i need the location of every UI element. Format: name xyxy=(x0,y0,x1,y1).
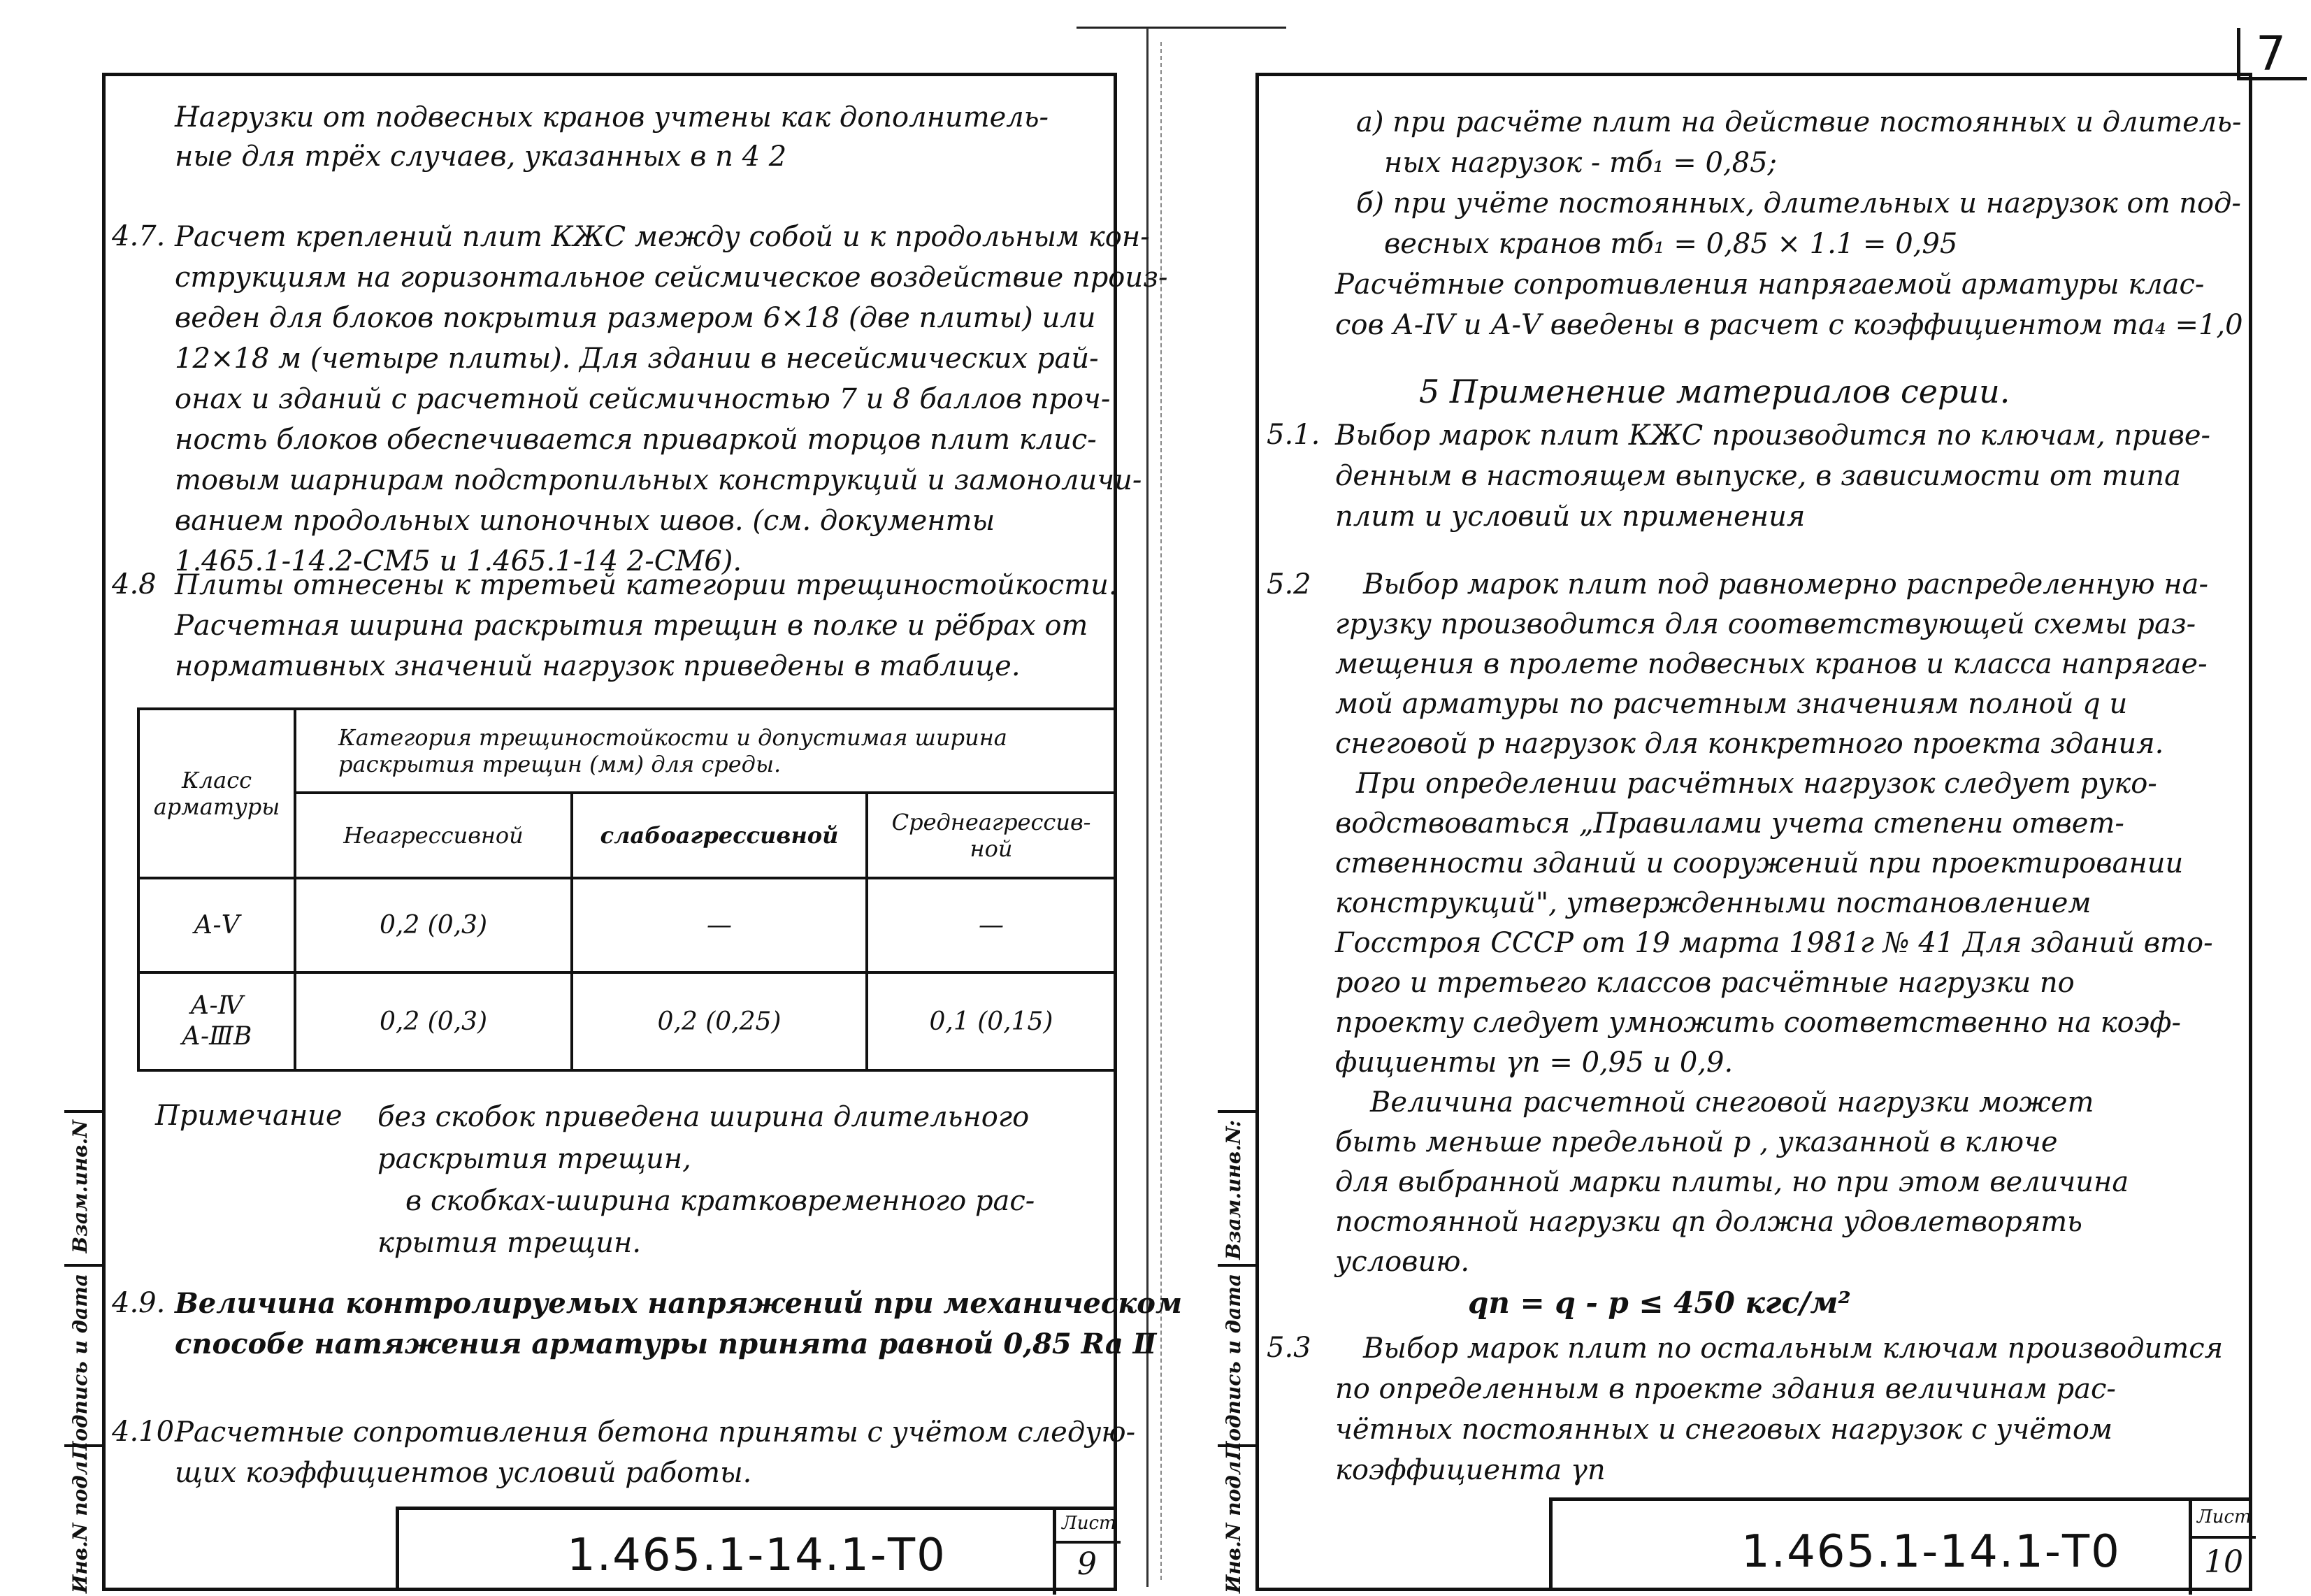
p52-line: водствоваться „Правилами учета степени ответ- xyxy=(1335,807,2124,840)
p48-line: нормативных значений нагрузок приведены в таблице. xyxy=(175,650,1021,682)
p48-line: Плиты отнесены к третьей категории трещиностойкости. xyxy=(175,569,1118,601)
table-env-header: Среднеагрессив-ной xyxy=(867,793,1116,878)
formula: qn = q - p ≤ 450 кгс/м² xyxy=(1468,1286,1851,1320)
table-cell: — xyxy=(572,878,867,972)
left-side-cell-replace xyxy=(64,1110,102,1264)
p47-line: Расчет креплений плит КЖС между собой и к продольным кон- xyxy=(175,221,1150,253)
left-stamp-divider-h xyxy=(1053,1541,1121,1544)
left-sheet-number: 9 xyxy=(1077,1546,1097,1582)
right-top-line: а) при расчёте плит на действие постоянных и длитель- xyxy=(1356,106,2242,138)
note-text xyxy=(377,1096,1035,1264)
right-title-block xyxy=(1549,1497,2252,1591)
p52-line: снеговой р нагрузок для конкретного проекта здания. xyxy=(1335,728,2164,760)
left-side-stamp xyxy=(64,1110,105,1594)
right-stamp-divider xyxy=(2189,1501,2192,1595)
table-cell: — xyxy=(867,878,1116,972)
right-side-cell-replace xyxy=(1218,1110,1255,1264)
table-cell-class: А-Ⅴ xyxy=(138,878,295,972)
right-top-line: весных кранов mб₁ = 0,85 × 1.1 = 0,95 xyxy=(1384,228,1958,260)
table-cell: 0,2 (0,3) xyxy=(295,972,572,1070)
crack-width-table xyxy=(137,707,1117,1072)
right-side-cell-inv xyxy=(1218,1444,1255,1594)
p51-line: Выбор марок плит КЖС производится по ключам, приве- xyxy=(1335,419,2211,452)
p52-text xyxy=(1335,565,2213,1282)
p48-line: Расчетная ширина раскрытия трещин в полке и рёбрах от xyxy=(175,610,1088,642)
left-stamp-divider xyxy=(1053,1510,1056,1595)
left-side-cell-inv xyxy=(64,1444,102,1594)
p49-line: Величина контролируемых напряжений при механическом xyxy=(175,1287,1182,1320)
note-line: крытия трещин. xyxy=(377,1227,642,1259)
section-title: 5 Применение материалов серии. xyxy=(1419,373,2010,410)
p410-line: щих коэффициентов условий работы. xyxy=(175,1457,752,1489)
table-col1-header: Класс арматуры xyxy=(138,709,295,878)
table-env-header: слабоагрессивной xyxy=(572,793,867,878)
p47-text xyxy=(175,217,1167,582)
right-top-text xyxy=(1335,102,2243,345)
left-side-label-inv: Инв.N подл. xyxy=(69,1454,92,1594)
p52-line: грузку производится для соответствующей схемы раз- xyxy=(1335,608,2196,640)
p52-line: проекту следует умножить соответственно на коэф- xyxy=(1335,1007,2181,1039)
p48-text xyxy=(175,565,1118,686)
p52-line: для выбранной марки плиты, но при этом величина xyxy=(1335,1166,2129,1198)
note-label: Примечание xyxy=(155,1100,343,1132)
p53-line: коэффициента γn xyxy=(1335,1454,1606,1486)
note-line: в скобках-ширина кратковременного рас- xyxy=(405,1185,1035,1217)
p52-line: Выбор марок плит под равномерно распределенную на- xyxy=(1363,568,2208,601)
table-cell-class: А-Ⅳ А-ⅢВ xyxy=(138,972,295,1070)
p53-number: 5.3 xyxy=(1267,1332,1311,1364)
p52-line: мещения в пролете подвесных кранов и класса напрягае- xyxy=(1335,648,2208,680)
p52-line: конструкций", утвержденными постановлением xyxy=(1335,887,2092,919)
p49-line: способе натяжения арматуры принята равной 0,85 Ra Ⅱ xyxy=(175,1328,1157,1360)
p52-line: фициенты γn = 0,95 и 0,9. xyxy=(1335,1047,1734,1079)
p53-text xyxy=(1335,1328,2223,1490)
p52-number: 5.2 xyxy=(1267,568,1311,601)
left-side-label-sign: Подпись и дата xyxy=(69,1274,92,1460)
right-sheet-number: 10 xyxy=(2204,1544,2243,1580)
table-cell: 0,2 (0,3) xyxy=(295,878,572,972)
p410-number: 4.10. xyxy=(112,1416,183,1448)
left-title-block xyxy=(396,1507,1117,1591)
table-group-header: Категория трещиностойкости и допустимая ширина раскрытия трещин (мм) для среды. xyxy=(295,709,1116,793)
left-sheet-label: Лист xyxy=(1062,1513,1116,1534)
left-side-cell-sign xyxy=(64,1264,102,1460)
note-line: раскрытия трещин, xyxy=(377,1143,691,1175)
left-intro-line: ные для трёх случаев, указанных в п 4 2 xyxy=(175,141,787,173)
table-header-row xyxy=(138,709,1116,793)
p51-line: плит и условий их применения xyxy=(1335,501,1806,533)
p410-line: Расчетные сопротивления бетона приняты с учётом следую- xyxy=(175,1416,1136,1448)
p51-line: денным в настоящем выпуске, в зависимости от типа xyxy=(1335,460,2182,492)
right-top-line: сов А-IV и А-V введены в расчет с коэффициентом mа₄ =1,0 xyxy=(1335,309,2243,341)
p47-line: струкциям на горизонтальное сейсмическое воздействие произ- xyxy=(175,261,1168,294)
p53-line: чётных постоянных и снеговых нагрузок с учётом xyxy=(1335,1414,2113,1446)
right-stamp-divider-h xyxy=(2189,1536,2256,1539)
p47-line: 12×18 м (четыре плиты). Для здании в несейсмических рай- xyxy=(175,343,1099,375)
right-top-line: ных нагрузок - mб₁ = 0,85; xyxy=(1384,147,1778,179)
p47-line: онах и зданий с расчетной сейсмичностью 7 и 8 баллов проч- xyxy=(175,383,1111,415)
corner-sheet-number: 7 xyxy=(2256,27,2287,82)
left-side-label-replace: Взам.инв.N xyxy=(69,1120,92,1253)
p52-line: рого и третьего классов расчётные нагрузки по xyxy=(1335,967,2075,999)
right-doc-code: 1.465.1-14.1-Т0 xyxy=(1741,1526,2121,1578)
right-side-label-sign: Подпись и дата xyxy=(1222,1274,1245,1460)
p47-line: товым шарнирам подстропильных конструкций и замоноличи- xyxy=(175,464,1142,496)
p48-number: 4.8 xyxy=(112,568,157,601)
p52-line: быть меньше предельной р , указанной в ключе xyxy=(1335,1126,2058,1158)
p49-text xyxy=(175,1284,1182,1365)
table-row xyxy=(138,972,1116,1070)
right-side-stamp xyxy=(1218,1110,1258,1594)
p52-line: При определении расчётных нагрузок следует руко- xyxy=(1356,768,2157,800)
p47-line: ванием продольных шпоночных швов. (см. документы xyxy=(175,505,995,537)
right-side-label-replace: Взам.инв.N: xyxy=(1222,1120,1245,1260)
p52-line: ственности зданий и сооружений при проектировании xyxy=(1335,847,2184,879)
top-rule xyxy=(1077,27,1286,29)
p52-line: постоянной нагрузки qn должна удовлетворять xyxy=(1335,1206,2082,1238)
p52-line: Госстроя СССР от 19 марта 1981г № 41 Для зданий вто- xyxy=(1335,927,2213,959)
left-doc-code: 1.465.1-14.1-Т0 xyxy=(567,1530,946,1581)
table-cell: 0,1 (0,15) xyxy=(867,972,1116,1070)
p47-line: 1.465.1-14.2-СМ5 и 1.465.1-14 2-СМ6). xyxy=(175,545,742,577)
right-top-line: б) при учёте постоянных, длительных и нагрузок от под- xyxy=(1356,187,2241,220)
p52-line: мой арматуры по расчетным значениям полной q и xyxy=(1335,688,2128,720)
p47-line: ность блоков обеспечивается приваркой торцов плит клис- xyxy=(175,424,1097,456)
p53-line: по определенным в проекте здания величинам рас- xyxy=(1335,1373,2116,1405)
p52-line: условию. xyxy=(1335,1246,1470,1278)
right-sheet-label: Лист xyxy=(2197,1507,2252,1527)
p52-line: Величина расчетной снеговой нагрузки может xyxy=(1370,1086,2094,1119)
p47-number: 4.7. xyxy=(112,220,166,252)
table-cell: 0,2 (0,25) xyxy=(572,972,867,1070)
right-side-label-inv: Инв.N подл. xyxy=(1222,1454,1245,1594)
left-intro xyxy=(175,98,1049,176)
p53-line: Выбор марок плит по остальным ключам производится xyxy=(1363,1332,2224,1365)
left-intro-line: Нагрузки от подвесных кранов учтены как дополнитель- xyxy=(175,101,1049,134)
p51-text xyxy=(1335,415,2210,537)
table-env-header: Неагрессивной xyxy=(295,793,572,878)
p410-text xyxy=(175,1412,1135,1493)
p47-line: веден для блоков покрытия размером 6×18 (две плиты) или xyxy=(175,302,1096,334)
note-line: без скобок приведена ширина длительного xyxy=(377,1101,1030,1133)
right-top-line: Расчётные сопротивления напрягаемой арматуры клас- xyxy=(1335,268,2205,301)
table-row xyxy=(138,878,1116,972)
p49-number: 4.9. xyxy=(112,1287,166,1319)
p51-number: 5.1. xyxy=(1267,419,1320,451)
right-side-cell-sign xyxy=(1218,1264,1255,1460)
